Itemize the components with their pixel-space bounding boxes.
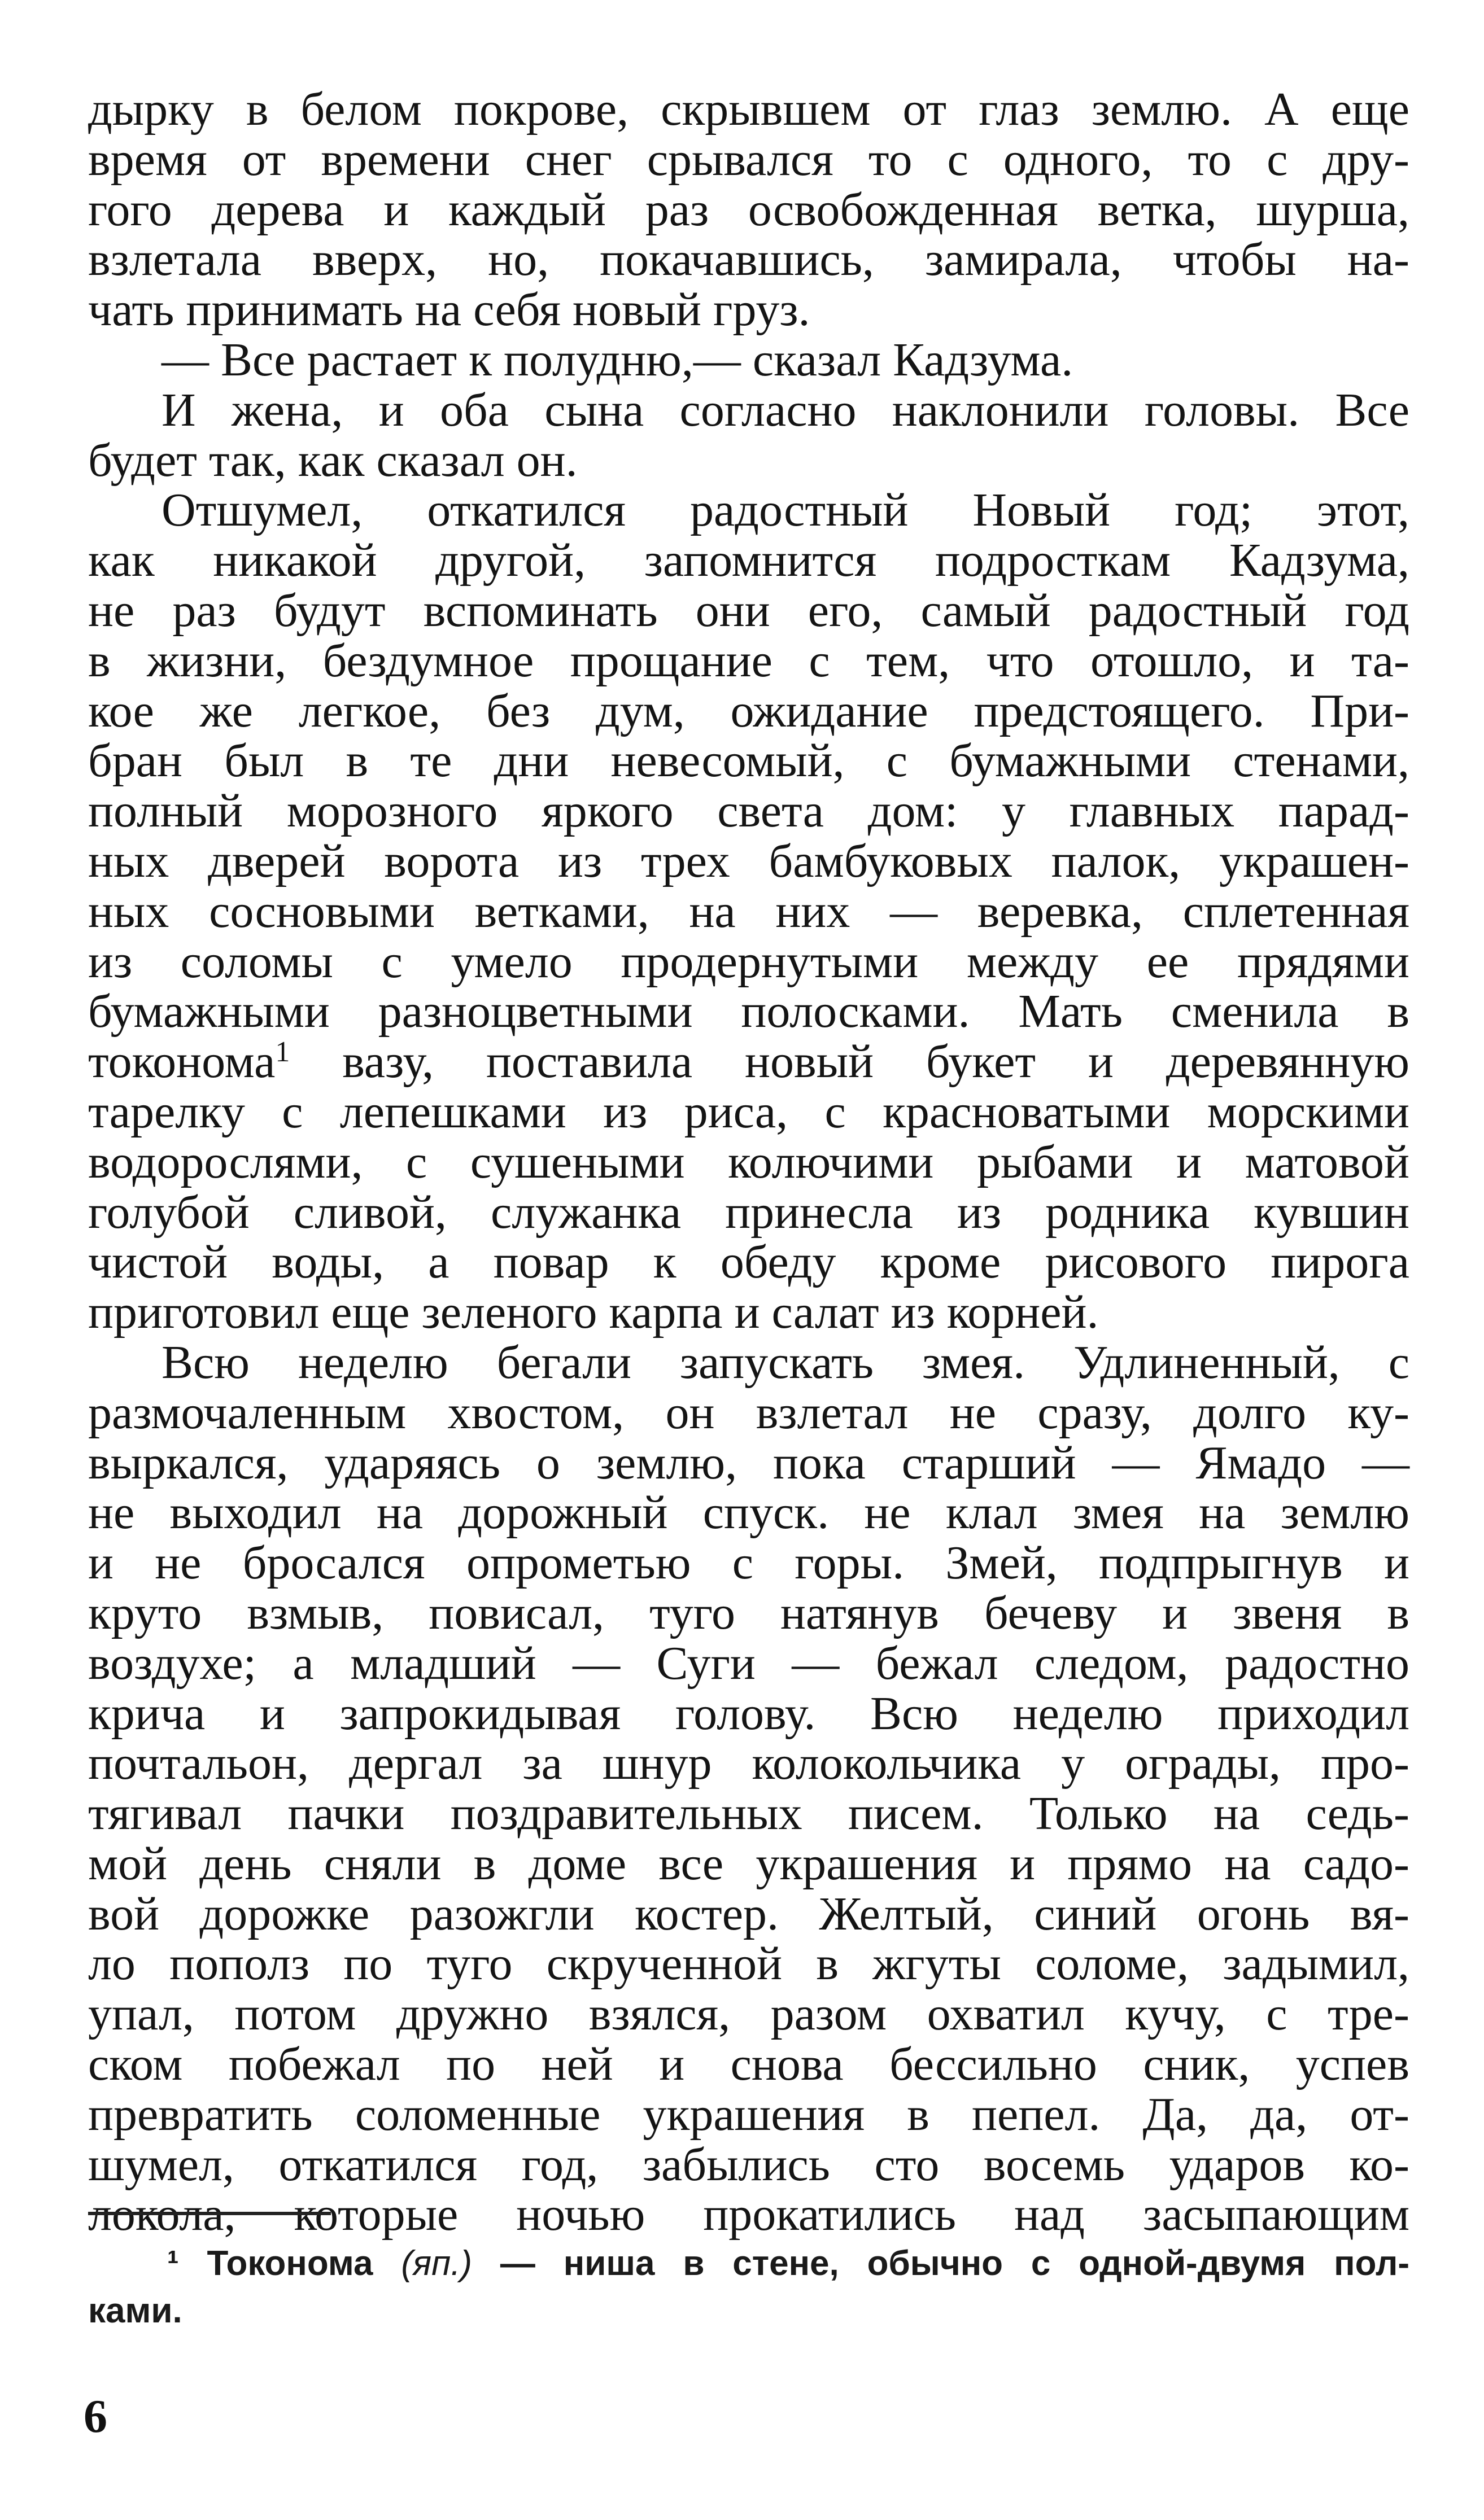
text-line: ло пополз по туго скрученной в жгуты соломе, задымил, <box>88 1937 1409 1990</box>
text-fragment: вазу, поставила новый букет и деревянную <box>290 1035 1409 1088</box>
text-line: локола, которые ночью прокатились над засыпающим <box>88 2188 1409 2241</box>
footnote-language: (яп.) <box>401 2244 473 2283</box>
text-line: чистой воды, а повар к обеду кроме рисового пирога <box>88 1236 1409 1289</box>
text-line: и не бросался опрометью с горы. Змей, подпрыгнув и <box>88 1537 1409 1590</box>
text-line: выркался, ударяясь о землю, пока старший — Ямадо — <box>88 1436 1409 1489</box>
text-line: не выходил на дорожный спуск. не клал змея на землю <box>88 1486 1409 1539</box>
text-line: в жизни, бездумное прощание с тем, что отошло, и та- <box>88 634 1409 687</box>
text-line: упал, потом дружно взялся, разом охватил кучу, с тре- <box>88 1988 1409 2041</box>
text-line: бран был в те дни невесомый, с бумажными стенами, <box>88 734 1409 788</box>
text-line: как никакой другой, запомнится подросткам Кадзума, <box>88 534 1409 587</box>
text-line: гого дерева и каждый раз освобожденная ветка, шурша, <box>88 183 1409 236</box>
footnote-term: токонома <box>88 1035 276 1088</box>
text-line: кое же легкое, без дум, ожидание предстоящего. При- <box>88 684 1409 737</box>
text-line: взлетала вверх, но, покачавшись, замирала, чтобы на- <box>88 233 1409 286</box>
text-line: из соломы с умело продернутыми между ее прядями <box>88 935 1409 988</box>
text-line: дырку в белом покрове, скрывшем от глаз землю. А еще <box>88 83 1409 135</box>
text-line: почтальон, дергал за шнур колокольчика у ограды, про- <box>88 1737 1409 1790</box>
footnote-marker: ¹ <box>167 2244 179 2283</box>
text-line: ском побежал по ней и снова бессильно сник, успев <box>88 2038 1409 2091</box>
page-number: 6 <box>84 2390 107 2443</box>
page-body <box>88 85 1409 2240</box>
text-line: размочаленным хвостом, он взлетал не сразу, долго ку- <box>88 1386 1409 1439</box>
main-text <box>88 85 1409 2240</box>
text-line: Всю неделю бегали запускать змея. Удлиненный, с <box>162 1336 1409 1389</box>
text-line: полный морозного яркого света дом: у главных парад- <box>88 785 1409 838</box>
footnote-divider <box>88 2212 331 2215</box>
text-line: тарелку с лепешками из риса, с красноватыми морскими <box>88 1085 1409 1138</box>
text-line: приготовил еще зеленого карпа и салат из корней. <box>88 1286 1099 1339</box>
dialogue-line: — Все растает к полудню,— сказал Кадзума. <box>162 333 1073 386</box>
text-line: будет так, как сказал он. <box>88 434 578 487</box>
text-line: ных дверей ворота из трех бамбуковых палок, украшен- <box>88 834 1409 887</box>
footnote-marker: 1 <box>275 1036 290 1069</box>
text-line: тягивал пачки поздравительных писем. Только на седь- <box>88 1787 1409 1840</box>
text-line: круто взмыв, повисал, туго натянув бечеву и звеня в <box>88 1586 1409 1639</box>
footnote-line <box>88 2240 1409 2287</box>
text-line: превратить соломенные украшения в пепел. Да, да, от- <box>88 2088 1409 2141</box>
text-line: водорослями, с сушеными колючими рыбами и матовой <box>88 1135 1409 1188</box>
text-line: мой день сняли в доме все украшения и прямо на садо- <box>88 1837 1409 1890</box>
text-line: время от времени снег срывался то с одного, то с дру- <box>88 133 1409 186</box>
text-line: И жена, и оба сына согласно наклонили головы. Все <box>162 383 1409 436</box>
footnote-term: Токонома <box>207 2244 373 2283</box>
text-line: чать принимать на себя новый груз. <box>88 283 810 336</box>
text-line: ных сосновыми ветками, на них — веревка, сплетенная <box>88 885 1409 938</box>
footnote-line: ками. <box>88 2291 182 2330</box>
text-line: шумел, откатился год, забылись сто восемь ударов ко- <box>88 2138 1409 2191</box>
text-line-with-footnote <box>88 1037 1409 1087</box>
text-line: не раз будут вспоминать они его, самый радостный год <box>88 584 1409 637</box>
footnote <box>88 2240 1409 2335</box>
text-line: голубой сливой, служанка принесла из родника кувшин <box>88 1185 1409 1239</box>
text-line: Отшумел, откатился радостный Новый год; этот, <box>162 484 1409 537</box>
text-line: крича и запрокидывая голову. Всю неделю приходил <box>88 1687 1409 1740</box>
text-line: бумажными разноцветными полосками. Мать сменила в <box>88 985 1409 1038</box>
footnote-definition: — ниша в стене, обычно с одной-двумя пол- <box>472 2244 1409 2283</box>
text-line: вой дорожке разожгли костер. Желтый, синий огонь вя- <box>88 1887 1409 1940</box>
text-line: воздухе; а младший — Суги — бежал следом, радостно <box>88 1637 1409 1690</box>
